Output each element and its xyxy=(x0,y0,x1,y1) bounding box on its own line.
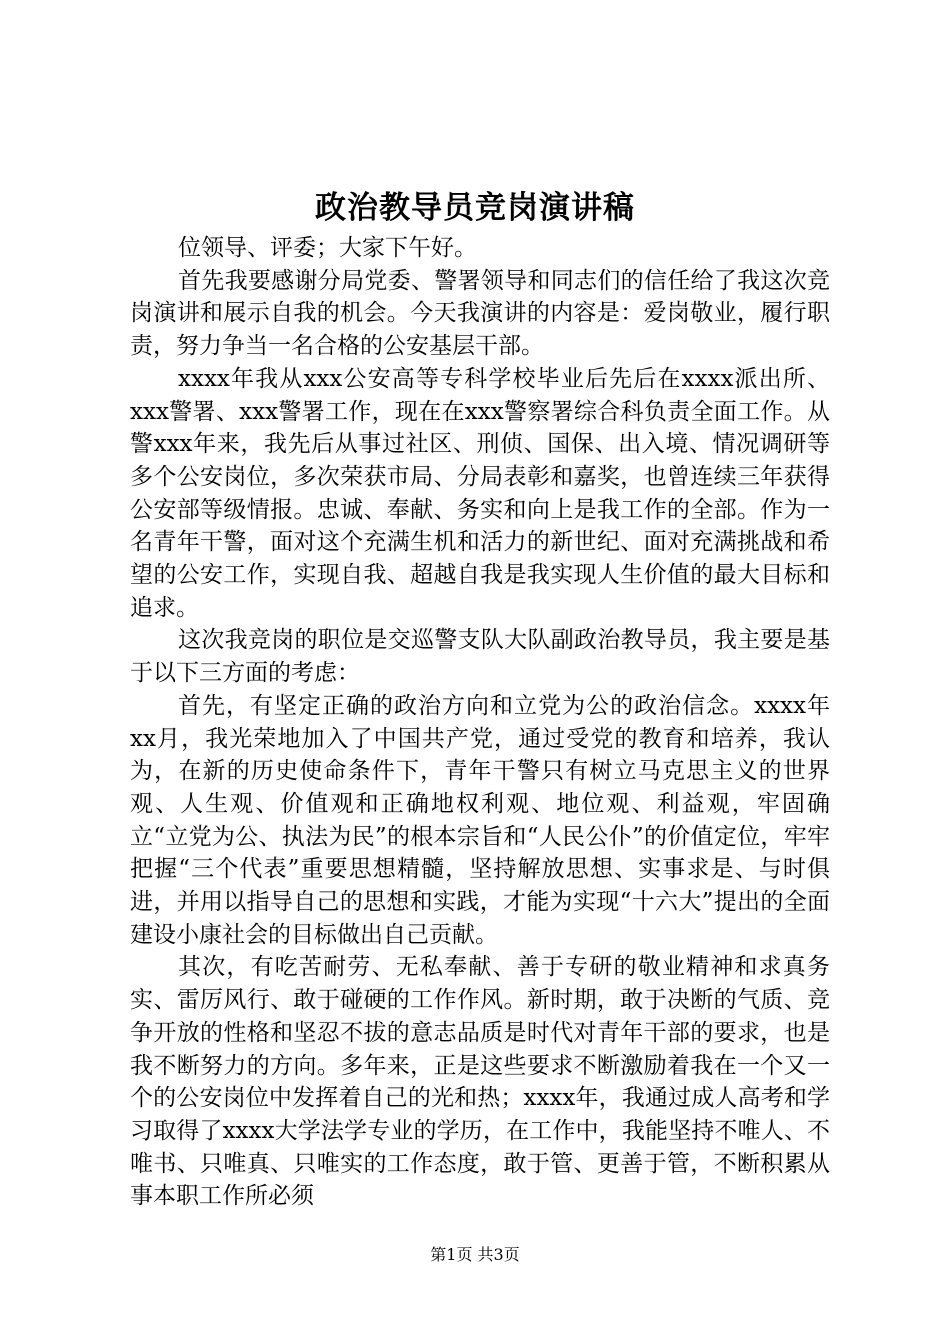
paragraph-greeting: 位领导、评委；大家下午好。 xyxy=(178,235,477,261)
paragraph-second-reason: 其次，有吃苦耐劳、无私奉献、善于专研的敬业精神和求真务实、雷厉风行、敢于碰硬的工作作风。新时期，敢于决断的气质、竞争开放的性格和坚忍不拔的意志品质是时代对青年干部的要求，也是我不断努力的方向。多年来，正是这些要求不断激励着我在一个又一个的公安岗位中发挥着自己的光和热；xxxx年，我通过成人高考和学习取得了xxxx大学法学专业的学历，在工作中，我能坚持不唯人、不唯书、只唯真、只唯实的工作态度，敢于管、更善于管，不断积累从事本职工作所必须 xyxy=(130,954,830,1210)
paragraph-first-reason: 首先，有坚定正确的政治方向和立党为公的政治信念。xxxx年xx月，我光荣地加入了中国共产党，通过受党的教育和培养，我认为，在新的历史使命条件下，青年干警只有树立马克思主义的世界观、人生观、价值观和正确地权利观、地位观、利益观，牢固确立“立党为公、执法为民”的根本宗旨和“人民公仆”的价值定位，牢牢把握“三个代表”重要思想精髓，坚持解放思想、实事求是、与时俱进，并用以指导自己的思想和实践，才能为实现“十六大”提出的全面建设小康社会的目标做出自己贡献。 xyxy=(130,692,830,948)
document-title: 政治教导员竞岗演讲稿 xyxy=(315,190,635,226)
paragraph-background: xxxx年我从xxx公安高等专科学校毕业后先后在xxxx派出所、xxx警署、xxx警署工作，现在在xxx警察署综合科负责全面工作。从警xxx年来，我先后从事过社区、刑侦、国保、出入境、情况调研等多个公安岗位，多次荣获市局、分局表彰和嘉奖，也曾连续三年获得公安部等级情报。忠诚、奉献、务实和向上是我工作的全部。作为一名青年干警，面对这个充满生机和活力的新世纪、面对充满挑战和希望的公安工作，实现自我、超越自我是我实现人生价值的最大目标和追求。 xyxy=(130,365,830,621)
paragraph-position: 这次我竞岗的职位是交巡警支队大队副政治教导员，我主要是基于以下三方面的考虑： xyxy=(130,627,830,687)
paragraph-thanks: 首先我要感谢分局党委、警署领导和同志们的信任给了我这次竞岗演讲和展示自我的机会。今天我演讲的内容是：爱岗敬业，履行职责，努力争当一名合格的公安基层干部。 xyxy=(130,267,830,360)
document-body xyxy=(130,232,830,1213)
page-footer: 第1页 共3页 xyxy=(430,1245,520,1264)
